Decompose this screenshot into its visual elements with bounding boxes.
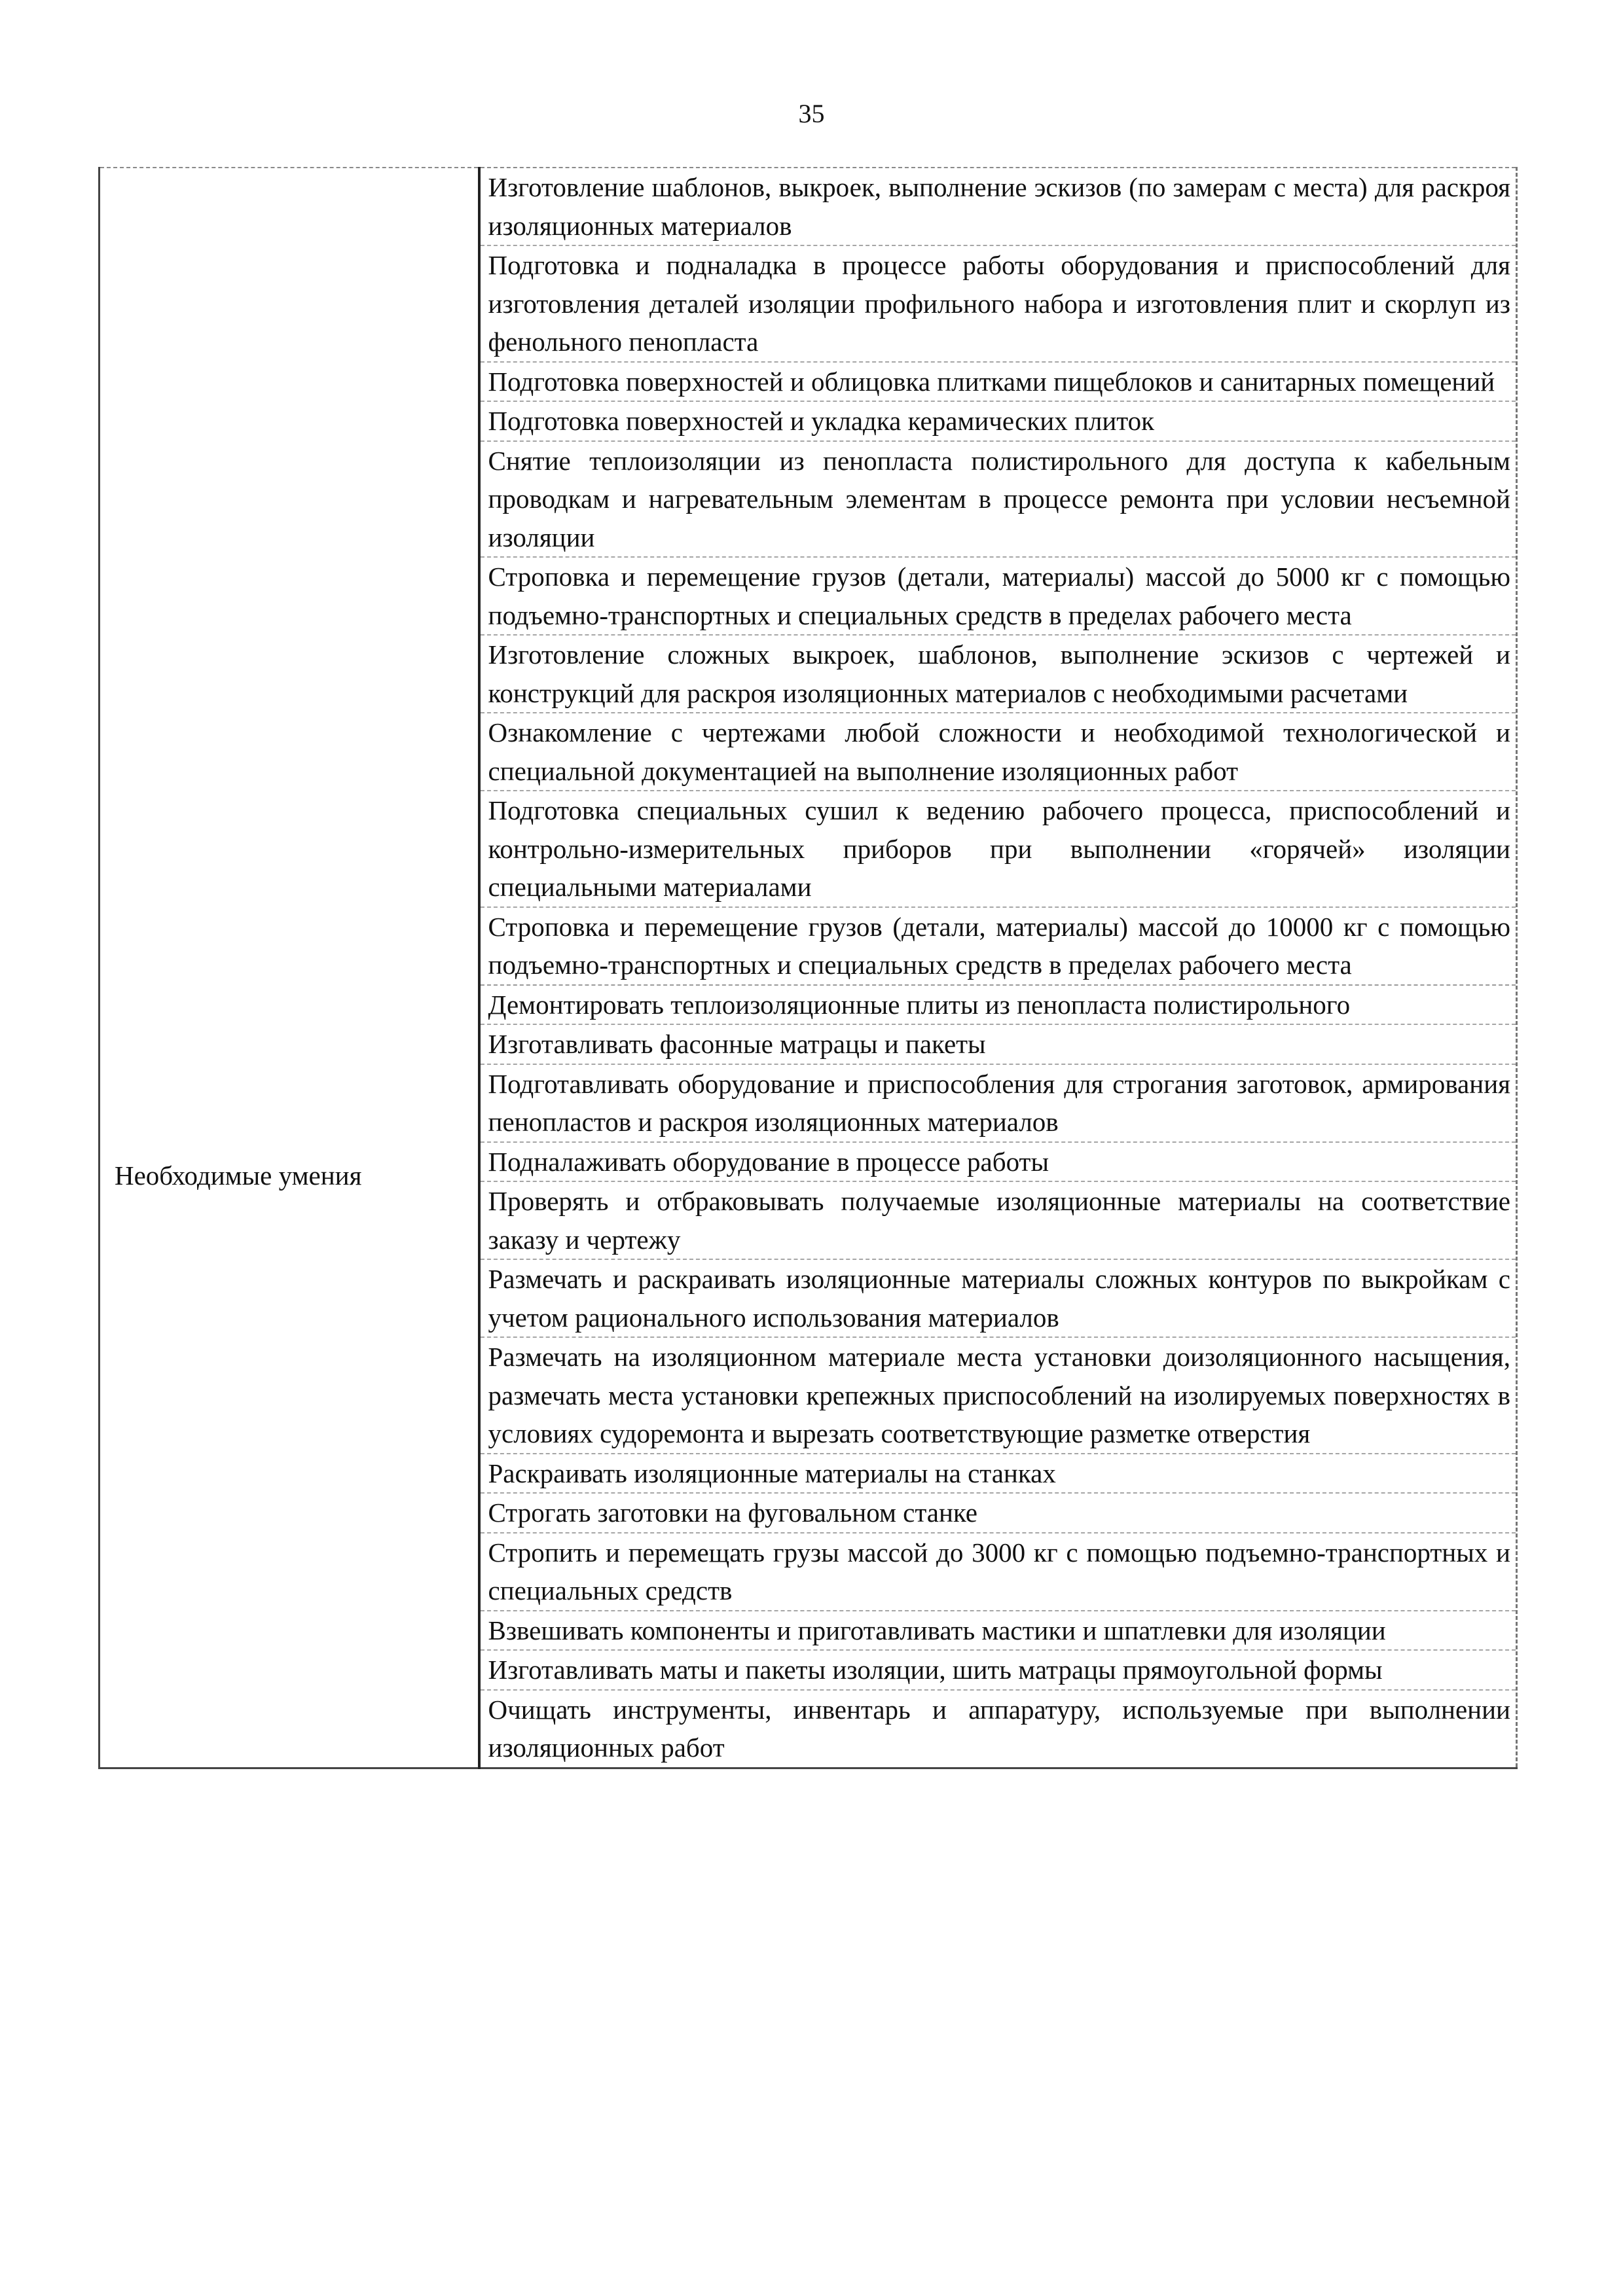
list-item: Изготовление сложных выкроек, шаблонов, выполнение эскизов с чертежей и конструкций для раскроя изоляционных материалов с необходимыми расчетами — [481, 636, 1516, 713]
list-item: Изготавливать маты и пакеты изоляции, шить матрацы прямоугольной формы — [481, 1651, 1516, 1691]
knowledge-list — [481, 168, 1516, 984]
list-item: Строгать заготовки на фуговальном станке — [481, 1494, 1516, 1534]
list-item: Снятие теплоизоляции из пенопласта полистирольного для доступа к кабельным проводкам и нагревательным элементам в процессе ремонта при условии несъемной изоляции — [481, 442, 1516, 558]
list-item: Подготовка поверхностей и облицовка плитками пищеблоков и санитарных помещений — [481, 363, 1516, 403]
list-item: Строповка и перемещение грузов (детали, материалы) массой до 10000 кг с помощью подъемно-транспортных и специальных средств в пределах рабочего места — [488, 911, 1510, 980]
list-item: Ознакомление с чертежами любой сложности и необходимой технологической и специальной документацией на выполнение изоляционных работ — [481, 713, 1516, 791]
list-item: Раскраивать изоляционные материалы на станках — [481, 1454, 1516, 1494]
skills-list — [481, 984, 1516, 1767]
list-item: Взвешивать компоненты и приготавливать мастики и шпатлевки для изоляции — [481, 1611, 1516, 1651]
list-item: Демонтировать теплоизоляционные плиты из пенопласта полистирольного — [481, 986, 1516, 1026]
list-item: Подналаживать оборудование в процессе работы — [481, 1143, 1516, 1183]
items-cell — [479, 168, 1517, 1768]
list-item: Подготовка поверхностей и укладка керамических плиток — [481, 402, 1516, 442]
list-item: Подготовка и подналадка в процессе работы оборудования и приспособлений для изготовления деталей изоляции профильного набора и изготовления плит и скорлуп из фенольного пенопласта — [481, 246, 1516, 363]
knowledge-label-spacer — [100, 168, 478, 1157]
list-item: Очищать инструменты, инвентарь и аппаратуру, используемые при выполнении изоляционных работ — [488, 1694, 1510, 1763]
list-item: Размечать и раскраивать изоляционные материалы сложных контуров по выкройкам с учетом рационального использования материалов — [481, 1260, 1516, 1338]
list-item: Строповка и перемещение грузов (детали, материалы) массой до 5000 кг с помощью подъемно-транспортных и специальных средств в пределах рабочего места — [481, 558, 1516, 636]
list-item: Размечать на изоляционном материале места установки доизоляционного насыщения, размечать места установки крепежных приспособлений на изолируемых поверхностях в условиях судоремонта и вырезать соответствующие разметке отверстия — [481, 1338, 1516, 1454]
section-label-cell — [100, 168, 479, 1768]
list-item: Стропить и перемещать грузы массой до 3000 кг с помощью подъемно-транспортных и специальных средств — [481, 1534, 1516, 1611]
list-item: Изготовление шаблонов, выкроек, выполнение эскизов (по замерам с места) для раскроя изоляционных материалов — [481, 168, 1516, 246]
list-item: Проверять и отбраковывать получаемые изоляционные материалы на соответствие заказу и чертежу — [481, 1182, 1516, 1260]
list-item: Подготавливать оборудование и приспособления для строгания заготовок, армирования пенопластов и раскроя изоляционных материалов — [481, 1065, 1516, 1143]
section-label: Необходимые умения — [115, 1160, 362, 1191]
list-item: Изготавливать фасонные матрацы и пакеты — [481, 1025, 1516, 1065]
requirements-table — [98, 167, 1518, 1769]
page-number: 35 — [798, 99, 825, 128]
list-item: Подготовка специальных сушил к ведению рабочего процесса, приспособлений и контрольно-измерительных приборов при выполнении «горячей» изоляции специальными материалами — [481, 791, 1516, 908]
table-row — [100, 168, 1517, 1768]
